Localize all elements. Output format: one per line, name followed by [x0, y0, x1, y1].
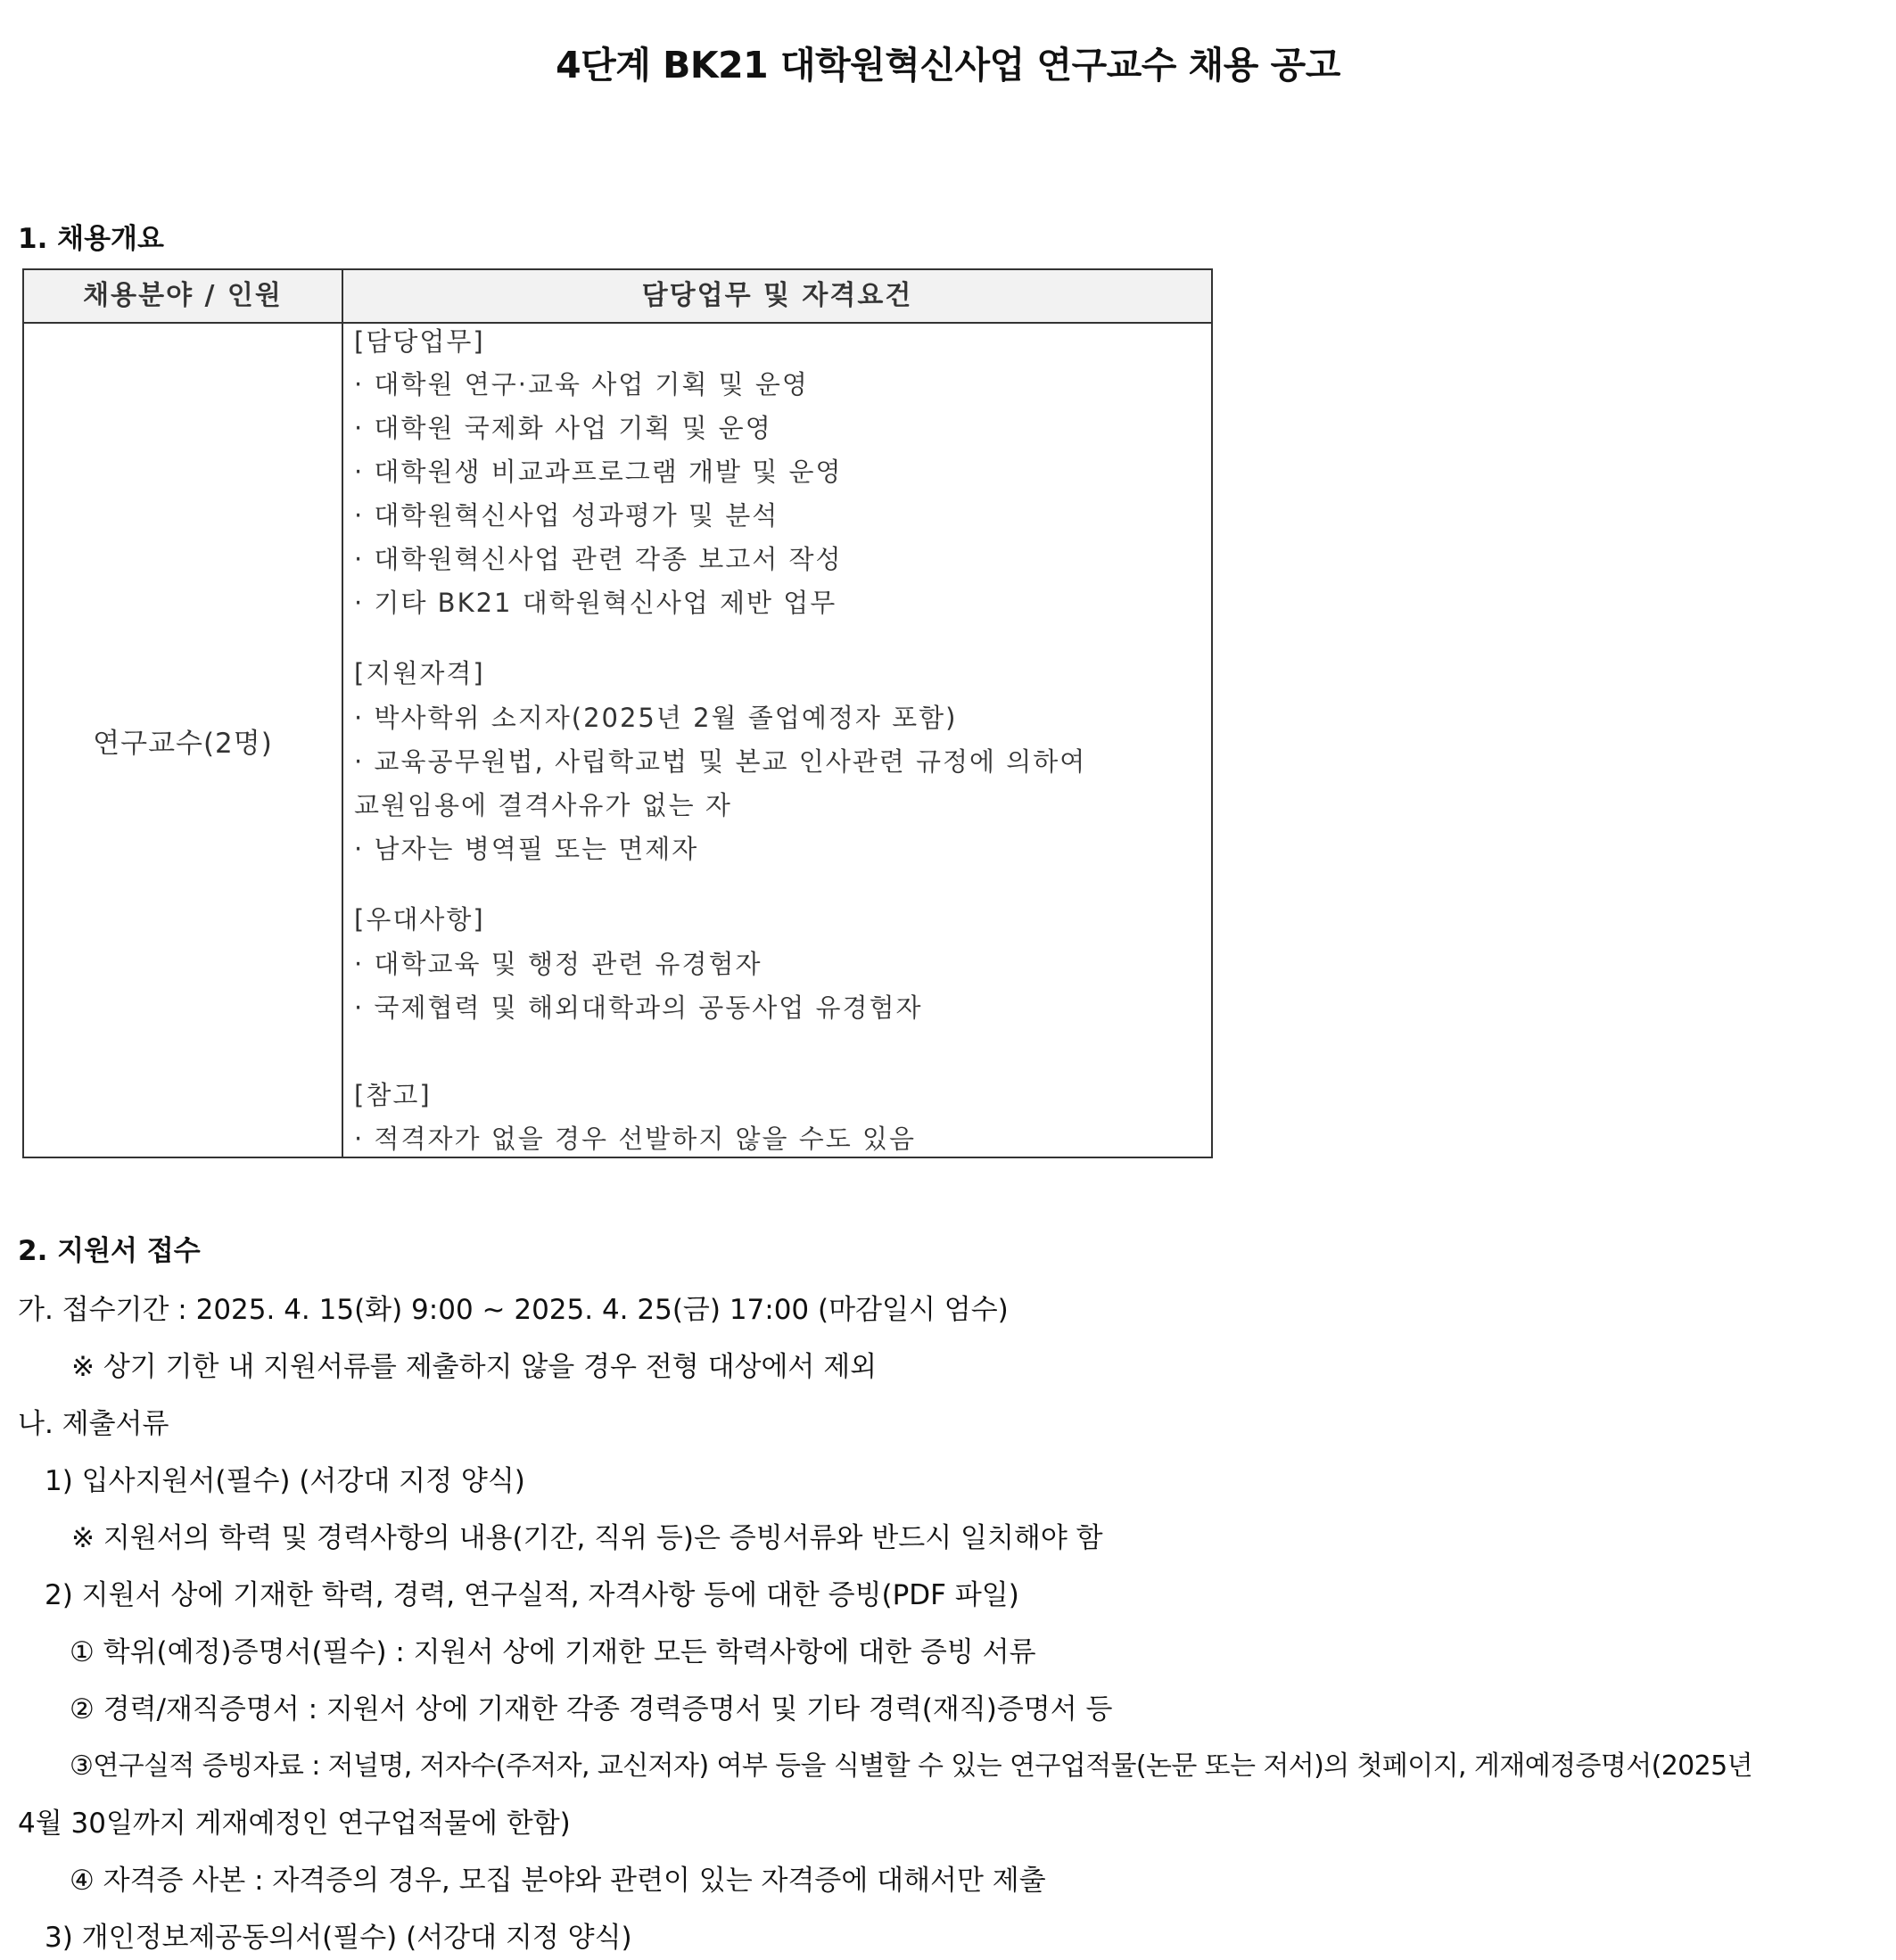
table-header-row — [24, 270, 1211, 324]
qualification-item: · 남자는 병역필 또는 면제자 — [354, 834, 699, 864]
position-label: 연구교수(2명) — [93, 727, 273, 760]
document-subitem: ① 학위(예정)증명서(필수) : 지원서 상에 기재한 모든 학력사항에 대한 증빙 서류 — [70, 1636, 1036, 1668]
preferences-title: [우대사항] — [354, 904, 485, 935]
section-heading-overview: 1. 채용개요 — [18, 223, 164, 255]
duty-item: · 대학원혁신사업 성과평가 및 분석 — [354, 500, 779, 531]
duty-item: · 대학원 국제화 사업 기획 및 운영 — [354, 413, 772, 443]
qualification-item: 교원임용에 결격사유가 없는 자 — [354, 790, 732, 820]
duty-item: · 대학원생 비교과프로그램 개발 및 운영 — [354, 457, 843, 487]
document-item: 1) 입사지원서(필수) (서강대 지정 양식) — [45, 1465, 525, 1497]
table-cell-position — [24, 324, 342, 1157]
table-header-field: 채용분야 / 인원 — [83, 280, 283, 311]
qualification-item: · 교육공무원법, 사립학교법 및 본교 인사관련 규정에 의하여 — [354, 746, 1087, 777]
note-item: · 적격자가 없을 경우 선발하지 않을 수도 있음 — [354, 1124, 916, 1154]
duty-item: · 대학원혁신사업 관련 각종 보고서 작성 — [354, 544, 843, 574]
table-column-divider — [342, 270, 343, 1157]
section-heading-application: 2. 지원서 접수 — [18, 1235, 201, 1267]
notes-title: [참고] — [354, 1080, 432, 1110]
table-header-duties: 담당업무 및 자격요건 — [641, 280, 913, 311]
preference-item: · 국제협력 및 해외대학과의 공동사업 유경험자 — [354, 992, 923, 1023]
duty-item: · 대학원 연구·교육 사업 기획 및 운영 — [354, 369, 809, 399]
document-title: 4단계 BK21 대학원혁신사업 연구교수 채용 공고 — [556, 44, 1340, 86]
application-period-note: ※ 상기 기한 내 지원서류를 제출하지 않을 경우 전형 대상에서 제외 — [71, 1351, 878, 1383]
recruitment-table — [22, 268, 1213, 1158]
document-subitem: ② 경력/재직증명서 : 지원서 상에 기재한 각종 경력증명서 및 기타 경력(재직)증명서 등 — [70, 1693, 1113, 1725]
qualifications-title: [지원자격] — [354, 658, 485, 688]
document-item: 2) 지원서 상에 기재한 학력, 경력, 연구실적, 자격사항 등에 대한 증빙(PDF 파일) — [45, 1579, 1019, 1611]
documents-heading: 나. 제출서류 — [18, 1408, 169, 1440]
qualification-item: · 박사학위 소지자(2025년 2월 졸업예정자 포함) — [354, 703, 958, 733]
duties-title: [담당업무] — [354, 326, 485, 357]
document-subitem: ③연구실적 증빙자료 : 저널명, 저자수(주저자, 교신저자) 여부 등을 식별할 수 있는 연구업적물(논문 또는 저서)의 첫페이지, 게재예정증명서(2025년 — [70, 1750, 1753, 1782]
document-subitem-continued: 4월 30일까지 게재예정인 연구업적물에 한함) — [18, 1808, 571, 1840]
duty-item: · 기타 BK21 대학원혁신사업 제반 업무 — [354, 588, 837, 618]
preference-item: · 대학교육 및 행정 관련 유경험자 — [354, 949, 763, 979]
application-period: 가. 접수기간 : 2025. 4. 15(화) 9:00 ~ 2025. 4. 25(금) 17:00 (마감일시 엄수) — [18, 1294, 1009, 1326]
document-item: 3) 개인정보제공동의서(필수) (서강대 지정 양식) — [45, 1922, 632, 1954]
document-note: ※ 지원서의 학력 및 경력사항의 내용(기간, 직위 등)은 증빙서류와 반드시 일치해야 함 — [71, 1522, 1103, 1554]
document-subitem: ④ 자격증 사본 : 자격증의 경우, 모집 분야와 관련이 있는 자격증에 대해서만 제출 — [70, 1865, 1046, 1897]
